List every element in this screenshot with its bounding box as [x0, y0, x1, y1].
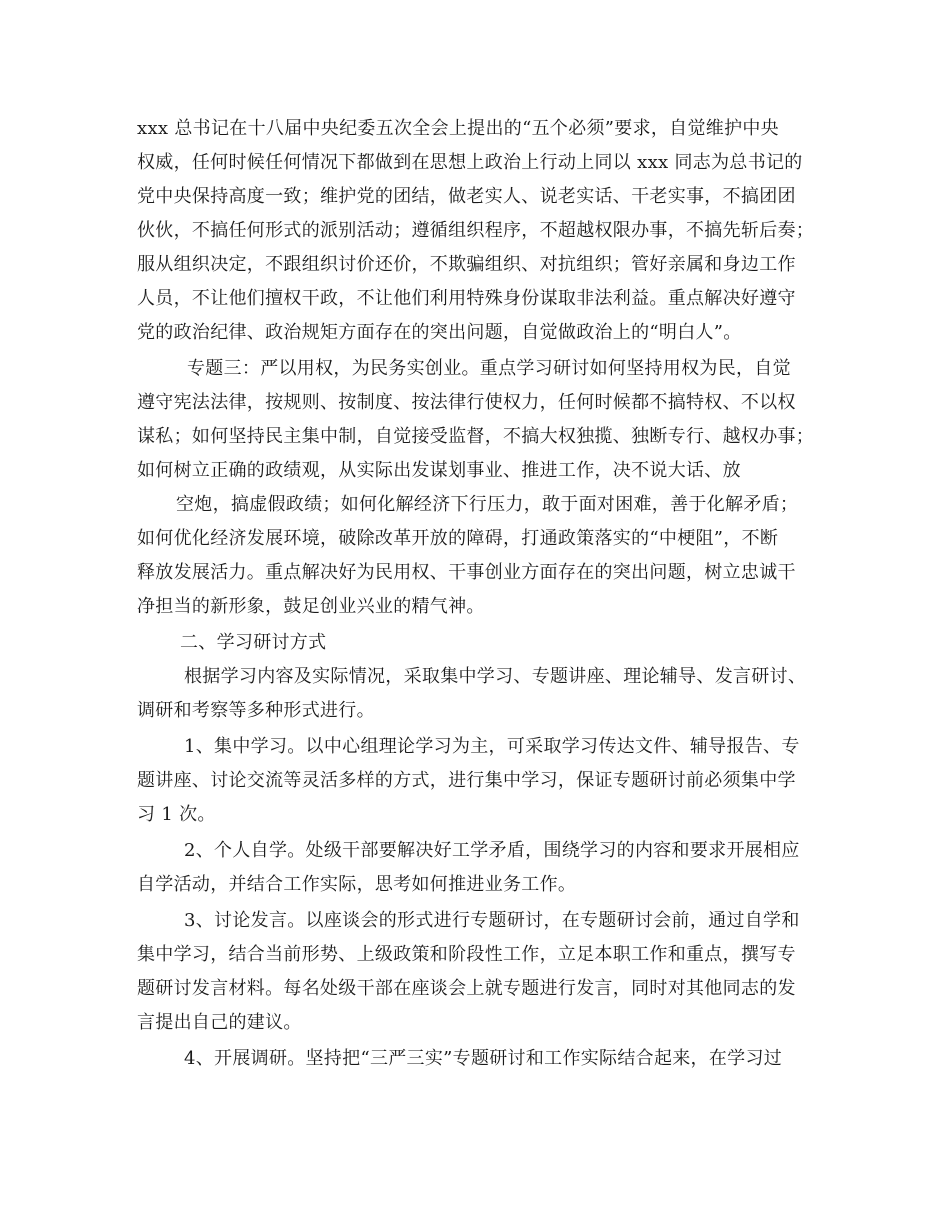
paragraph-line: 调研和考察等多种形式进行。: [137, 700, 375, 721]
paragraph-line: 伙伙，不搞任何形式的派别活动；遵循组织程序，不超越权限办事，不搞先斩后奏；: [137, 220, 815, 241]
paragraph-line: 题讲座、讨论交流等灵活多样的方式，进行集中学习，保证专题研讨前必须集中学: [137, 770, 796, 791]
paragraph-line: 集中学习，结合当前形势、上级政策和阶段性工作，立足本职工作和重点，撰写专: [137, 944, 796, 965]
paragraph-line: 权威，任何时候任何情况下都做到在思想上政治上行动上同以 xxx 同志为总书记的: [137, 152, 803, 173]
paragraph-line: 党的政治纪律、政治规矩方面存在的突出问题，自觉做政治上的“明白人”。: [137, 322, 742, 343]
item-one-line: 1、集中学习。以中心组理论学习为主，可采取学习传达文件、辅导报告、专: [184, 736, 800, 757]
paragraph-line: 习 1 次。: [137, 804, 216, 825]
paragraph-line: 题研讨发言材料。每名处级干部在座谈会上就专题进行发言，同时对其他同志的发: [137, 978, 796, 999]
paragraph-line: xxx 总书记在十八届中央纪委五次全会上提出的“五个必须”要求，自觉维护中央: [137, 118, 779, 139]
paragraph-line: 如何树立正确的政绩观，从实际出发谋划事业、推进工作，决不说大话、放: [137, 460, 741, 481]
section-heading: 二、学习研讨方式: [180, 632, 327, 653]
paragraph-line: 服从组织决定，不跟组织讨价还价，不欺骗组织、对抗组织；管好亲属和身边工作: [137, 254, 796, 275]
paragraph-line: 自学活动，并结合工作实际，思考如何推进业务工作。: [137, 874, 577, 895]
paragraph-line: 释放发展活力。重点解决好为民用权、干事创业方面存在的突出问题，树立忠诚干: [137, 562, 796, 583]
paragraph-line: 净担当的新形象，鼓足创业兴业的精气神。: [137, 596, 485, 617]
paragraph-line: 人员，不让他们擅权干政，不让他们利用特殊身份谋取非法利益。重点解决好遵守: [137, 288, 796, 309]
paragraph-line: 言提出自己的建议。: [137, 1012, 302, 1033]
item-two-line: 2、个人自学。处级干部要解决好工学矛盾，围绕学习的内容和要求开展相应: [184, 840, 800, 861]
item-four-line: 4、开展调研。坚持把“三严三实”专题研讨和工作实际结合起来，在学习过: [184, 1048, 783, 1069]
paragraph-line: 如何优化经济发展环境，破除改革开放的障碍，打通政策落实的“中梗阻”，不断: [137, 528, 779, 549]
topic-three-heading-line: 专题三：严以用权，为民务实创业。重点学习研讨如何坚持用权为民，自觉: [187, 358, 791, 379]
paragraph-line: 空炮，搞虚假政绩；如何化解经济下行压力，敢于面对困难，善于化解矛盾；: [176, 494, 799, 515]
paragraph-line: 根据学习内容及实际情况，采取集中学习、专题讲座、理论辅导、发言研讨、: [184, 666, 807, 687]
paragraph-line: 遵守宪法法律，按规则、按制度、按法律行使权力，任何时候都不搞特权、不以权: [137, 392, 796, 413]
item-three-line: 3、讨论发言。以座谈会的形式进行专题研讨，在专题研讨会前，通过自学和: [184, 910, 800, 931]
paragraph-line: 党中央保持高度一致；维护党的团结，做老实人、说老实话、干老实事，不搞团团: [137, 186, 796, 207]
paragraph-line: 谋私；如何坚持民主集中制，自觉接受监督，不搞大权独揽、独断专行、越权办事；: [137, 426, 815, 447]
